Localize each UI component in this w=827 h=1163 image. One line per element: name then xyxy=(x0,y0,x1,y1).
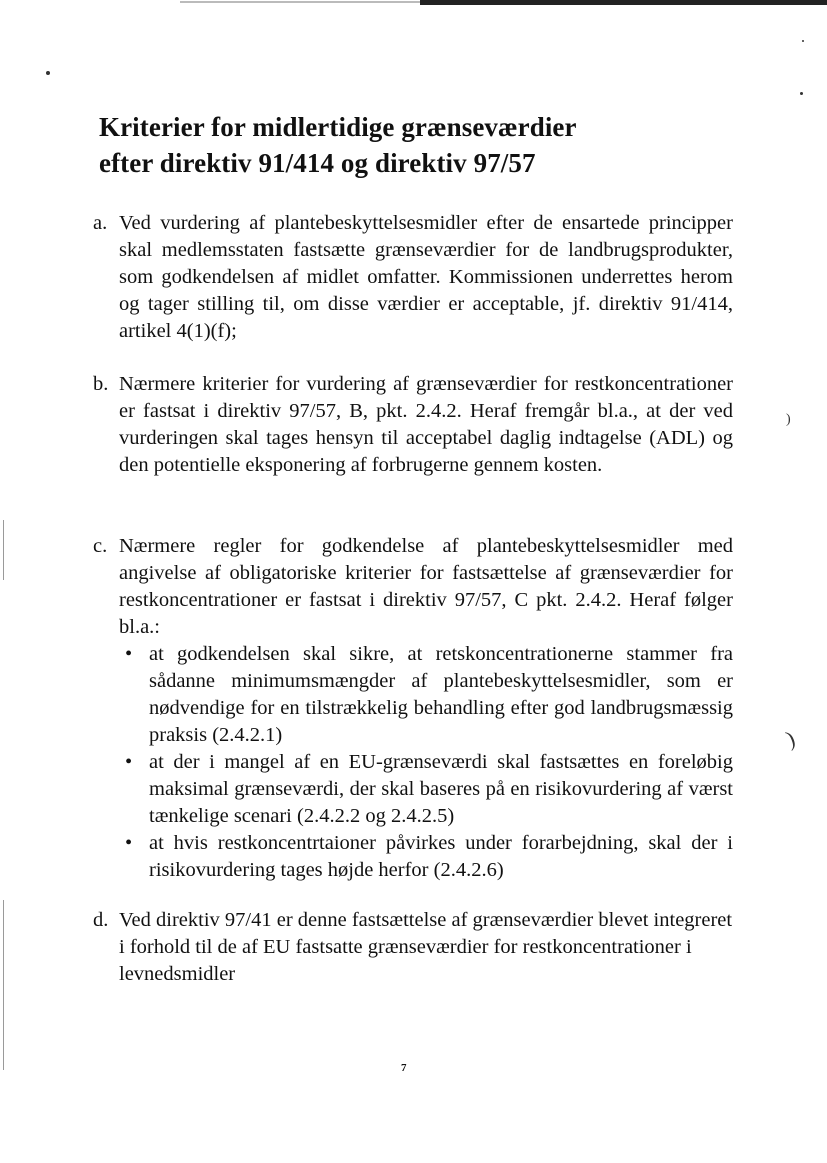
document-title xyxy=(99,109,577,181)
bullet-icon: • xyxy=(125,751,133,773)
item-marker: c. xyxy=(93,535,108,557)
list-item-c xyxy=(93,533,733,884)
bullet-text: at der i mangel af en EU-grænseværdi skal fastsættes en foreløbig maksimal grænseværdi, der skal baseres på en risikovurdering af værst tænkelige scenari (2.4.2.2 og 2.4.2.5) xyxy=(149,751,733,827)
item-text: Nærmere regler for godkendelse af plantebeskyttelsesmidler med angivelse af obligatoriske kriterier for fastsættelse af grænseværdier for restkoncentrationer er fastsat i direktiv 97/57, C pkt. 2.4.2. Heraf følger bl.a.: xyxy=(119,535,733,638)
scan-margin-line xyxy=(3,900,4,1070)
bullet-item xyxy=(119,641,733,749)
bullet-text: at hvis restkoncentrtaioner påvirkes under forarbejdning, skal der i risikovurdering tages højde herfor (2.4.2.6) xyxy=(149,832,733,881)
item-text: Ved direktiv 97/41 er denne fastsættelse af grænseværdier blevet integreret i forhold til de af EU fastsatte grænseværdier for restkoncentrationer i levnedsmidler xyxy=(119,909,733,985)
item-marker: a. xyxy=(93,212,108,234)
scan-speck xyxy=(802,40,804,42)
scan-speck xyxy=(46,71,50,75)
list-item-b xyxy=(93,371,733,479)
bullet-text: at godkendelsen skal sikre, at retskoncentrationerne stammer fra sådanne minimumsmængder af plantebeskyttelsesmidler, som er nødvendige for en tilstrækkelig behandling efter god landbrugsmæssig praksis (2.4.2.1) xyxy=(149,643,733,746)
bullet-list xyxy=(119,641,733,884)
title-line-1: Kriterier for midlertidige grænseværdier xyxy=(99,112,577,142)
item-text: Ved vurdering af plantebeskyttelsesmidler efter de ensartede principper skal medlemsstaten fastsætte grænseværdier for de landbrugsprodukter, som godkendelsen af midlet omfatter. Kommissionen underrettes herom og tager stilling til, om disse værdier er acceptable, jf. direktiv 91/414, artikel 4(1)(f); xyxy=(119,212,733,342)
item-marker: b. xyxy=(93,373,109,395)
bullet-item xyxy=(119,749,733,830)
scan-edge-line-faint xyxy=(180,1,420,3)
scan-speck xyxy=(800,92,803,95)
margin-mark: ) xyxy=(782,725,799,752)
list-item-d xyxy=(93,907,733,988)
bullet-icon: • xyxy=(125,832,133,854)
scan-margin-line xyxy=(3,520,4,580)
title-line-2: efter direktiv 91/414 og direktiv 97/57 xyxy=(99,148,536,178)
bullet-item xyxy=(119,830,733,884)
page-number: 7 xyxy=(401,1062,407,1074)
bullet-icon: • xyxy=(125,643,133,665)
item-text: Nærmere kriterier for vurdering af grænseværdier for restkoncentrationer er fastsat i direktiv 97/57, B, pkt. 2.4.2. Heraf fremgår bl.a., at der ved vurderingen skal tages hensyn til acceptabel daglig indtagelse (ADL) og den potentielle eksponering af forbrugerne gennem kosten. xyxy=(119,373,733,476)
margin-mark: ) xyxy=(786,412,791,427)
item-marker: d. xyxy=(93,909,109,931)
list-item-a xyxy=(93,210,733,345)
scan-edge-line xyxy=(420,0,827,5)
